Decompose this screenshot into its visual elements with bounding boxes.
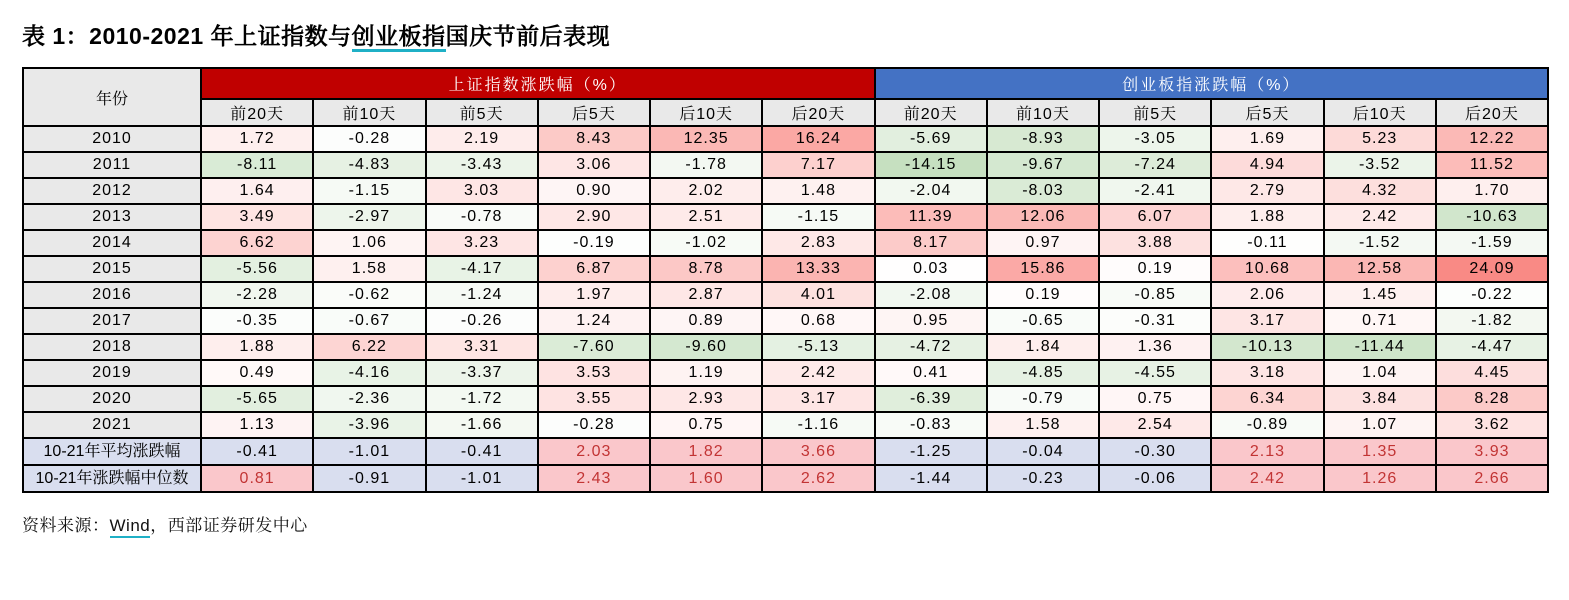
value-cell: 3.23 (426, 230, 538, 256)
value-cell: -1.52 (1324, 230, 1436, 256)
table-row (23, 334, 1548, 360)
group-header-chinext: 创业板指涨跌幅（%） (875, 68, 1549, 99)
year-cell: 2017 (23, 308, 201, 334)
table-row (23, 282, 1548, 308)
col-header: 后20天 (762, 99, 874, 126)
value-cell: -1.59 (1436, 230, 1548, 256)
value-cell: -1.72 (426, 386, 538, 412)
value-cell: -1.78 (650, 152, 762, 178)
value-cell: 12.35 (650, 126, 762, 152)
value-cell: 8.43 (538, 126, 650, 152)
value-cell: -4.72 (875, 334, 987, 360)
table-row (23, 412, 1548, 438)
value-cell: 3.18 (1211, 360, 1323, 386)
value-cell: -8.11 (201, 152, 313, 178)
summary-value-cell: 1.35 (1324, 438, 1436, 465)
value-cell: 3.84 (1324, 386, 1436, 412)
value-cell: 2.06 (1211, 282, 1323, 308)
col-header: 前10天 (987, 99, 1099, 126)
year-cell: 2011 (23, 152, 201, 178)
table-title (22, 18, 1547, 51)
value-cell: 4.32 (1324, 178, 1436, 204)
col-header: 后5天 (1211, 99, 1323, 126)
value-cell: 2.54 (1099, 412, 1211, 438)
value-cell: -8.03 (987, 178, 1099, 204)
col-header: 前20天 (201, 99, 313, 126)
value-cell: 1.72 (201, 126, 313, 152)
year-cell: 2021 (23, 412, 201, 438)
value-cell: 6.62 (201, 230, 313, 256)
summary-value-cell: -1.01 (426, 465, 538, 492)
value-cell: -6.39 (875, 386, 987, 412)
summary-value-cell: 2.13 (1211, 438, 1323, 465)
chinext-link[interactable]: 创业板指 (352, 23, 446, 52)
value-cell: -10.13 (1211, 334, 1323, 360)
summary-value-cell: 2.03 (538, 438, 650, 465)
value-cell: 1.24 (538, 308, 650, 334)
table-row (23, 386, 1548, 412)
table-title-suffix: 国庆节前后表现 (445, 23, 611, 49)
value-cell: -11.44 (1324, 334, 1436, 360)
value-cell: 0.49 (201, 360, 313, 386)
summary-value-cell: 0.81 (201, 465, 313, 492)
col-header: 前5天 (1099, 99, 1211, 126)
value-cell: 0.97 (987, 230, 1099, 256)
value-cell: -1.16 (762, 412, 874, 438)
value-cell: -0.65 (987, 308, 1099, 334)
value-cell: 3.06 (538, 152, 650, 178)
value-cell: -7.60 (538, 334, 650, 360)
value-cell: 2.02 (650, 178, 762, 204)
value-cell: 1.48 (762, 178, 874, 204)
value-cell: -5.56 (201, 256, 313, 282)
year-header: 年份 (23, 68, 201, 126)
summary-value-cell: 3.93 (1436, 438, 1548, 465)
value-cell: 6.07 (1099, 204, 1211, 230)
value-cell: 0.41 (875, 360, 987, 386)
value-cell: -1.15 (313, 178, 425, 204)
value-cell: 0.19 (1099, 256, 1211, 282)
value-cell: -0.78 (426, 204, 538, 230)
summary-value-cell: -0.23 (987, 465, 1099, 492)
value-cell: 10.68 (1211, 256, 1323, 282)
source-suffix: ，西部证券研发中心 (150, 516, 308, 535)
value-cell: -0.79 (987, 386, 1099, 412)
table-row (23, 178, 1548, 204)
value-cell: -4.55 (1099, 360, 1211, 386)
value-cell: -4.17 (426, 256, 538, 282)
value-cell: 3.17 (762, 386, 874, 412)
col-header: 后10天 (650, 99, 762, 126)
table-row (23, 126, 1548, 152)
value-cell: 8.78 (650, 256, 762, 282)
value-cell: -4.85 (987, 360, 1099, 386)
year-cell: 2012 (23, 178, 201, 204)
year-cell: 2014 (23, 230, 201, 256)
value-cell: 0.03 (875, 256, 987, 282)
summary-value-cell: -1.44 (875, 465, 987, 492)
summary-value-cell: 2.43 (538, 465, 650, 492)
summary-value-cell: -0.04 (987, 438, 1099, 465)
value-cell: -3.52 (1324, 152, 1436, 178)
group-header-sse: 上证指数涨跌幅（%） (201, 68, 875, 99)
summary-value-cell: -1.25 (875, 438, 987, 465)
value-cell: -0.89 (1211, 412, 1323, 438)
value-cell: 12.06 (987, 204, 1099, 230)
value-cell: -0.26 (426, 308, 538, 334)
value-cell: 2.79 (1211, 178, 1323, 204)
value-cell: -0.31 (1099, 308, 1211, 334)
table-row (23, 230, 1548, 256)
summary-label: 10-21年平均涨跌幅 (23, 438, 201, 465)
value-cell: -1.66 (426, 412, 538, 438)
value-cell: -0.19 (538, 230, 650, 256)
value-cell: 1.58 (987, 412, 1099, 438)
value-cell: 2.42 (762, 360, 874, 386)
value-cell: 1.97 (538, 282, 650, 308)
value-cell: 2.42 (1324, 204, 1436, 230)
value-cell: -10.63 (1436, 204, 1548, 230)
year-cell: 2016 (23, 282, 201, 308)
summary-value-cell: -0.30 (1099, 438, 1211, 465)
summary-row (23, 465, 1548, 492)
value-cell: 12.58 (1324, 256, 1436, 282)
summary-value-cell: -0.41 (426, 438, 538, 465)
value-cell: 1.88 (1211, 204, 1323, 230)
value-cell: 6.34 (1211, 386, 1323, 412)
value-cell: 3.62 (1436, 412, 1548, 438)
summary-value-cell: 1.82 (650, 438, 762, 465)
value-cell: 1.70 (1436, 178, 1548, 204)
col-header: 前10天 (313, 99, 425, 126)
value-cell: 6.22 (313, 334, 425, 360)
summary-value-cell: -1.01 (313, 438, 425, 465)
value-cell: 2.87 (650, 282, 762, 308)
value-cell: -0.67 (313, 308, 425, 334)
value-cell: -3.05 (1099, 126, 1211, 152)
summary-value-cell: 2.62 (762, 465, 874, 492)
table-row (23, 152, 1548, 178)
value-cell: -2.97 (313, 204, 425, 230)
value-cell: -2.08 (875, 282, 987, 308)
value-cell: 0.89 (650, 308, 762, 334)
value-cell: -0.35 (201, 308, 313, 334)
value-cell: 2.90 (538, 204, 650, 230)
value-cell: 2.51 (650, 204, 762, 230)
value-cell: 16.24 (762, 126, 874, 152)
value-cell: 0.19 (987, 282, 1099, 308)
value-cell: 12.22 (1436, 126, 1548, 152)
col-header: 后5天 (538, 99, 650, 126)
value-cell: 3.49 (201, 204, 313, 230)
value-cell: 1.69 (1211, 126, 1323, 152)
value-cell: -0.22 (1436, 282, 1548, 308)
value-cell: -7.24 (1099, 152, 1211, 178)
value-cell: 1.45 (1324, 282, 1436, 308)
value-cell: 2.83 (762, 230, 874, 256)
year-cell: 2020 (23, 386, 201, 412)
value-cell: -2.41 (1099, 178, 1211, 204)
value-cell: 3.55 (538, 386, 650, 412)
value-cell: -9.67 (987, 152, 1099, 178)
year-cell: 2013 (23, 204, 201, 230)
value-cell: -5.69 (875, 126, 987, 152)
value-cell: 4.01 (762, 282, 874, 308)
value-cell: 2.93 (650, 386, 762, 412)
summary-value-cell: -0.06 (1099, 465, 1211, 492)
year-cell: 2018 (23, 334, 201, 360)
value-cell: 4.45 (1436, 360, 1548, 386)
value-cell: -14.15 (875, 152, 987, 178)
value-cell: -0.28 (538, 412, 650, 438)
col-header: 后20天 (1436, 99, 1548, 126)
value-cell: 1.07 (1324, 412, 1436, 438)
value-cell: 1.64 (201, 178, 313, 204)
value-cell: 2.19 (426, 126, 538, 152)
value-cell: 1.88 (201, 334, 313, 360)
table-title-prefix: 表 1：2010-2021 年上证指数与 (22, 23, 352, 49)
summary-value-cell: 3.66 (762, 438, 874, 465)
year-cell: 2010 (23, 126, 201, 152)
year-cell: 2015 (23, 256, 201, 282)
value-cell: -2.28 (201, 282, 313, 308)
value-cell: -0.85 (1099, 282, 1211, 308)
table-row (23, 360, 1548, 386)
value-cell: 1.13 (201, 412, 313, 438)
value-cell: 0.90 (538, 178, 650, 204)
value-cell: -4.47 (1436, 334, 1548, 360)
value-cell: 0.71 (1324, 308, 1436, 334)
summary-value-cell: 1.26 (1324, 465, 1436, 492)
value-cell: -0.83 (875, 412, 987, 438)
summary-value-cell: -0.91 (313, 465, 425, 492)
value-cell: 3.03 (426, 178, 538, 204)
table-row (23, 204, 1548, 230)
summary-row (23, 438, 1548, 465)
table-row (23, 256, 1548, 282)
value-cell: -0.62 (313, 282, 425, 308)
performance-table (22, 67, 1549, 493)
value-cell: -3.43 (426, 152, 538, 178)
value-cell: -0.11 (1211, 230, 1323, 256)
column-header-row (23, 99, 1548, 126)
wind-link[interactable]: Wind (110, 516, 151, 538)
value-cell: -9.60 (650, 334, 762, 360)
value-cell: -5.65 (201, 386, 313, 412)
year-cell: 2019 (23, 360, 201, 386)
value-cell: 15.86 (987, 256, 1099, 282)
value-cell: 3.17 (1211, 308, 1323, 334)
value-cell: -1.15 (762, 204, 874, 230)
value-cell: -4.16 (313, 360, 425, 386)
value-cell: -2.04 (875, 178, 987, 204)
value-cell: 5.23 (1324, 126, 1436, 152)
group-header-row (23, 68, 1548, 99)
value-cell: 8.17 (875, 230, 987, 256)
summary-value-cell: -0.41 (201, 438, 313, 465)
value-cell: -8.93 (987, 126, 1099, 152)
value-cell: 0.75 (1099, 386, 1211, 412)
value-cell: 8.28 (1436, 386, 1548, 412)
value-cell: 1.06 (313, 230, 425, 256)
value-cell: 1.36 (1099, 334, 1211, 360)
value-cell: -3.37 (426, 360, 538, 386)
value-cell: 0.68 (762, 308, 874, 334)
value-cell: -5.13 (762, 334, 874, 360)
value-cell: 0.95 (875, 308, 987, 334)
summary-value-cell: 2.66 (1436, 465, 1548, 492)
value-cell: 1.04 (1324, 360, 1436, 386)
value-cell: 3.31 (426, 334, 538, 360)
value-cell: 4.94 (1211, 152, 1323, 178)
summary-value-cell: 1.60 (650, 465, 762, 492)
value-cell: -4.83 (313, 152, 425, 178)
summary-label: 10-21年涨跌幅中位数 (23, 465, 201, 492)
col-header: 后10天 (1324, 99, 1436, 126)
value-cell: 3.88 (1099, 230, 1211, 256)
value-cell: -1.82 (1436, 308, 1548, 334)
value-cell: -1.24 (426, 282, 538, 308)
value-cell: 24.09 (1436, 256, 1548, 282)
value-cell: 1.58 (313, 256, 425, 282)
table-row (23, 308, 1548, 334)
value-cell: 13.33 (762, 256, 874, 282)
value-cell: 1.84 (987, 334, 1099, 360)
value-cell: 3.53 (538, 360, 650, 386)
source-prefix: 资料来源： (22, 516, 110, 535)
value-cell: -1.02 (650, 230, 762, 256)
summary-value-cell: 2.42 (1211, 465, 1323, 492)
value-cell: -3.96 (313, 412, 425, 438)
value-cell: -2.36 (313, 386, 425, 412)
source-note (22, 511, 1547, 536)
value-cell: 1.19 (650, 360, 762, 386)
value-cell: 11.52 (1436, 152, 1548, 178)
value-cell: 11.39 (875, 204, 987, 230)
value-cell: 0.75 (650, 412, 762, 438)
col-header: 前5天 (426, 99, 538, 126)
value-cell: -0.28 (313, 126, 425, 152)
col-header: 前20天 (875, 99, 987, 126)
value-cell: 6.87 (538, 256, 650, 282)
value-cell: 7.17 (762, 152, 874, 178)
